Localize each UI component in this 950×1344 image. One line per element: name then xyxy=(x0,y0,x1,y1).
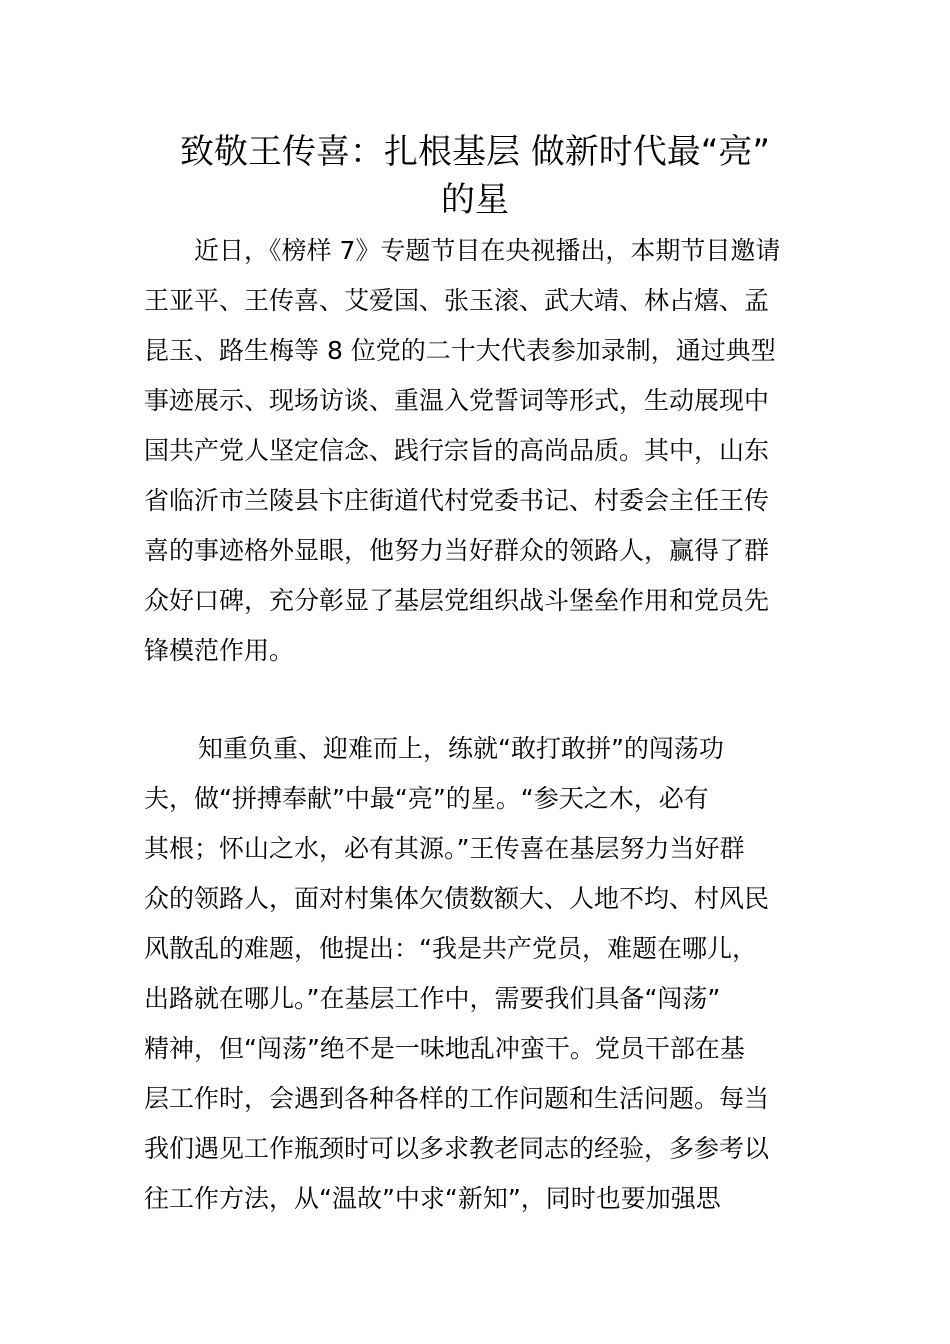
paragraph-line: 锋模范作用。 xyxy=(144,636,295,665)
paragraph-line: 风散乱的难题，他提出：“我是共产党员，难题在哪儿， xyxy=(144,934,757,963)
paragraph-line: 层工作时，会遇到各种各样的工作问题和生活问题。每当 xyxy=(144,1084,770,1113)
paragraph-line: 近日，《榜样 7》专题节目在央视播出，本期节目邀请 xyxy=(194,236,781,265)
paragraph-line: 众的领路人，面对村集体欠债数额大、人地不均、村风民 xyxy=(144,884,770,913)
paragraph-line: 昆玉、路生梅等 8 位党的二十大代表参加录制，通过典型 xyxy=(144,336,776,365)
paragraph-line: 其根；怀山之水，必有其源。”王传喜在基层努力当好群 xyxy=(144,834,745,863)
title-line: 致敬王传喜：扎根基层 做新时代最“亮” xyxy=(179,132,771,172)
paragraph-line: 喜的事迹格外显眼，他努力当好群众的领路人，赢得了群 xyxy=(144,536,770,565)
title-line: 的星 xyxy=(441,180,509,220)
paragraph-line: 往工作方法，从“温故”中求“新知”，同时也要加强思 xyxy=(144,1184,721,1213)
document-title xyxy=(130,128,820,224)
paragraph-line: 夫，做“拼搏奉献”中最“亮”的星。“参天之木，必有 xyxy=(144,784,709,813)
paragraph-line: 国共产党人坚定信念、践行宗旨的高尚品质。其中，山东 xyxy=(144,436,770,465)
paragraph-line: 出路就在哪儿。”在基层工作中，需要我们具备“闯荡” xyxy=(144,984,721,1013)
paragraph-line: 王亚平、王传喜、艾爱国、张玉滚、武大靖、林占熺、孟 xyxy=(144,286,770,315)
paragraph-line: 精神，但“闯荡”绝不是一味地乱冲蛮干。党员干部在基 xyxy=(144,1034,745,1063)
paragraph-line: 事迹展示、现场访谈、重温入党誓词等形式，生动展现中 xyxy=(144,386,770,415)
paragraph-body xyxy=(144,724,808,1224)
paragraph-line: 众好口碑，充分彰显了基层党组织战斗堡垒作用和党员先 xyxy=(144,586,770,615)
paragraph-intro xyxy=(144,226,808,676)
paragraph-line: 知重负重、迎难而上，练就“敢打敢拼”的闯荡功 xyxy=(198,734,724,763)
paragraph-line: 我们遇见工作瓶颈时可以多求教老同志的经验，多参考以 xyxy=(144,1134,770,1163)
paragraph-line: 省临沂市兰陵县卞庄街道代村党委书记、村委会主任王传 xyxy=(144,486,770,515)
